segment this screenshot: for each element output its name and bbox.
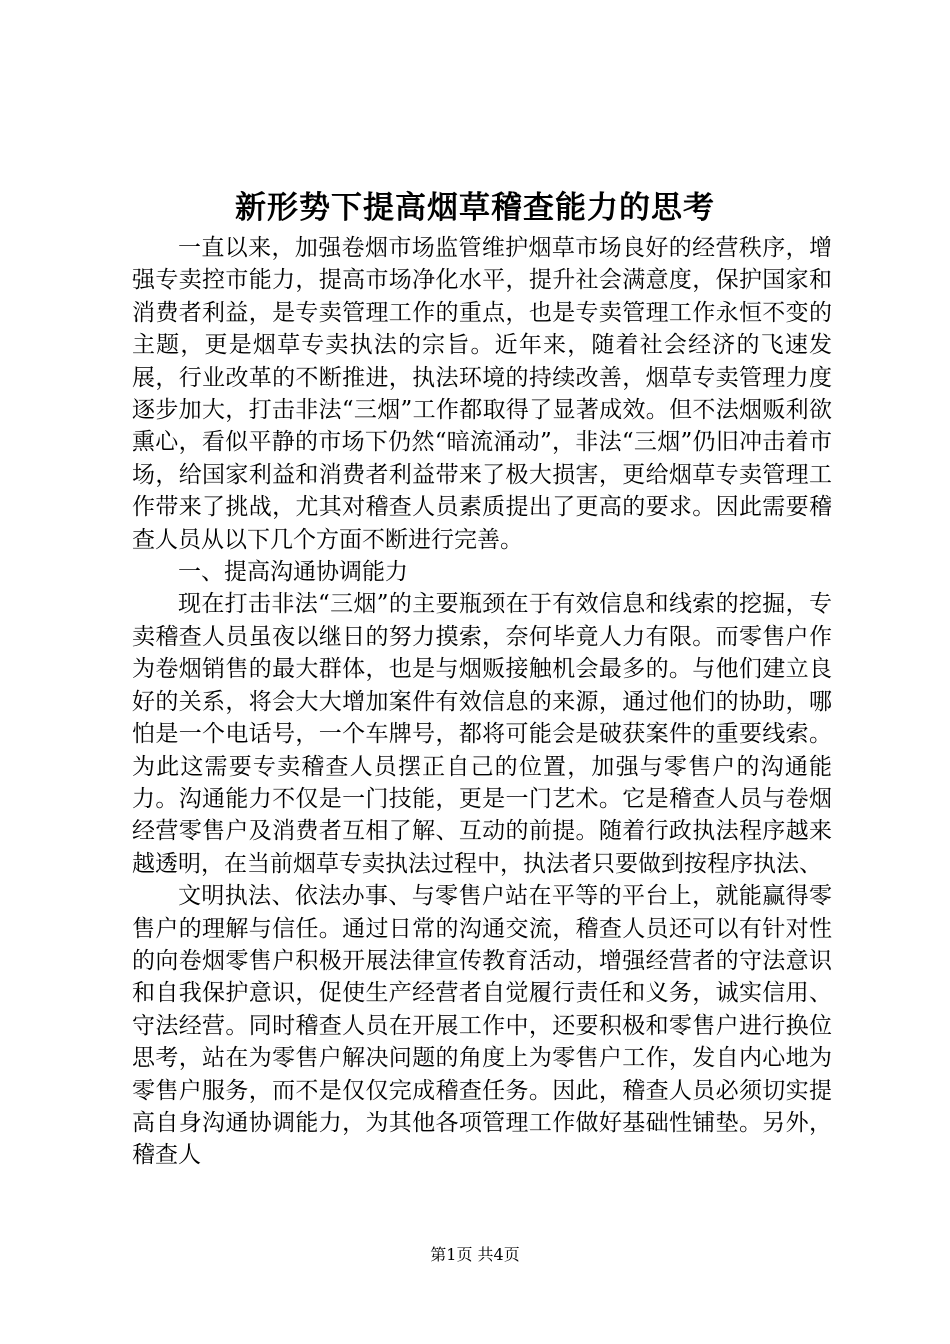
- document-title: 新形势下提高烟草稽查能力的思考: [235, 190, 715, 226]
- paragraph-intro: 一直以来，加强卷烟市场监管维护烟草市场良好的经营秩序，增强专卖控市能力，提高市场净化水平，提升社会满意度，保护国家和消费者利益，是专卖管理工作的重点，也是专卖管理工作永恒不变的主题，更是烟草专卖执法的宗旨。近年来，随着社会经济的飞速发展，行业改革的不断推进，执法环境的持续改善，烟草专卖管理力度逐步加大，打击非法“三烟”工作都取得了显著成效。但不法烟贩利欲熏心，看似平静的市场下仍然“暗流涌动”，非法“三烟”仍旧冲击着市场，给国家利益和消费者利益带来了极大损害，更给烟草专卖管理工作带来了挑战，尤其对稽查人员素质提出了更高的要求。因此需要稽查人员从以下几个方面不断进行完善。: [132, 235, 832, 553]
- document-body: [132, 232, 832, 1172]
- paragraph-continuation: 文明执法、依法办事、与零售户站在平等的平台上，就能赢得零售户的理解与信任。通过日常的沟通交流，稽查人员还可以有针对性的向卷烟零售户积极开展法律宣传教育活动，增强经营者的守法意识和自我保护意识，促使生产经营者自觉履行责任和义务，诚实信用、守法经营。同时稽查人员在开展工作中，还要积极和零售户进行换位思考，站在为零售户解决问题的角度上为零售户工作，发自内心地为零售户服务，而不是仅仅完成稽查任务。因此，稽查人员必须切实提高自身沟通协调能力，为其他各项管理工作做好基础性铺垫。另外，稽查人: [132, 883, 832, 1169]
- page-footer: 第1页 共4页: [430, 1245, 520, 1264]
- section-heading: 一、提高沟通协调能力: [178, 559, 408, 586]
- paragraph-communication: 现在打击非法“三烟”的主要瓶颈在于有效信息和线索的挖掘，专卖稽查人员虽夜以继日的努力摸索，奈何毕竟人力有限。而零售户作为卷烟销售的最大群体，也是与烟贩接触机会最多的。与他们建立良好的关系，将会大大增加案件有效信息的来源，通过他们的协助，哪怕是一个电话号，一个车牌号，都将可能会是破获案件的重要线索。为此这需要专卖稽查人员摆正自己的位置，加强与零售户的沟通能力。沟通能力不仅是一门技能，更是一门艺术。它是稽查人员与卷烟经营零售户及消费者互相了解、互动的前提。随着行政执法程序越来越透明，在当前烟草专卖执法过程中，执法者只要做到按程序执法、: [132, 591, 832, 877]
